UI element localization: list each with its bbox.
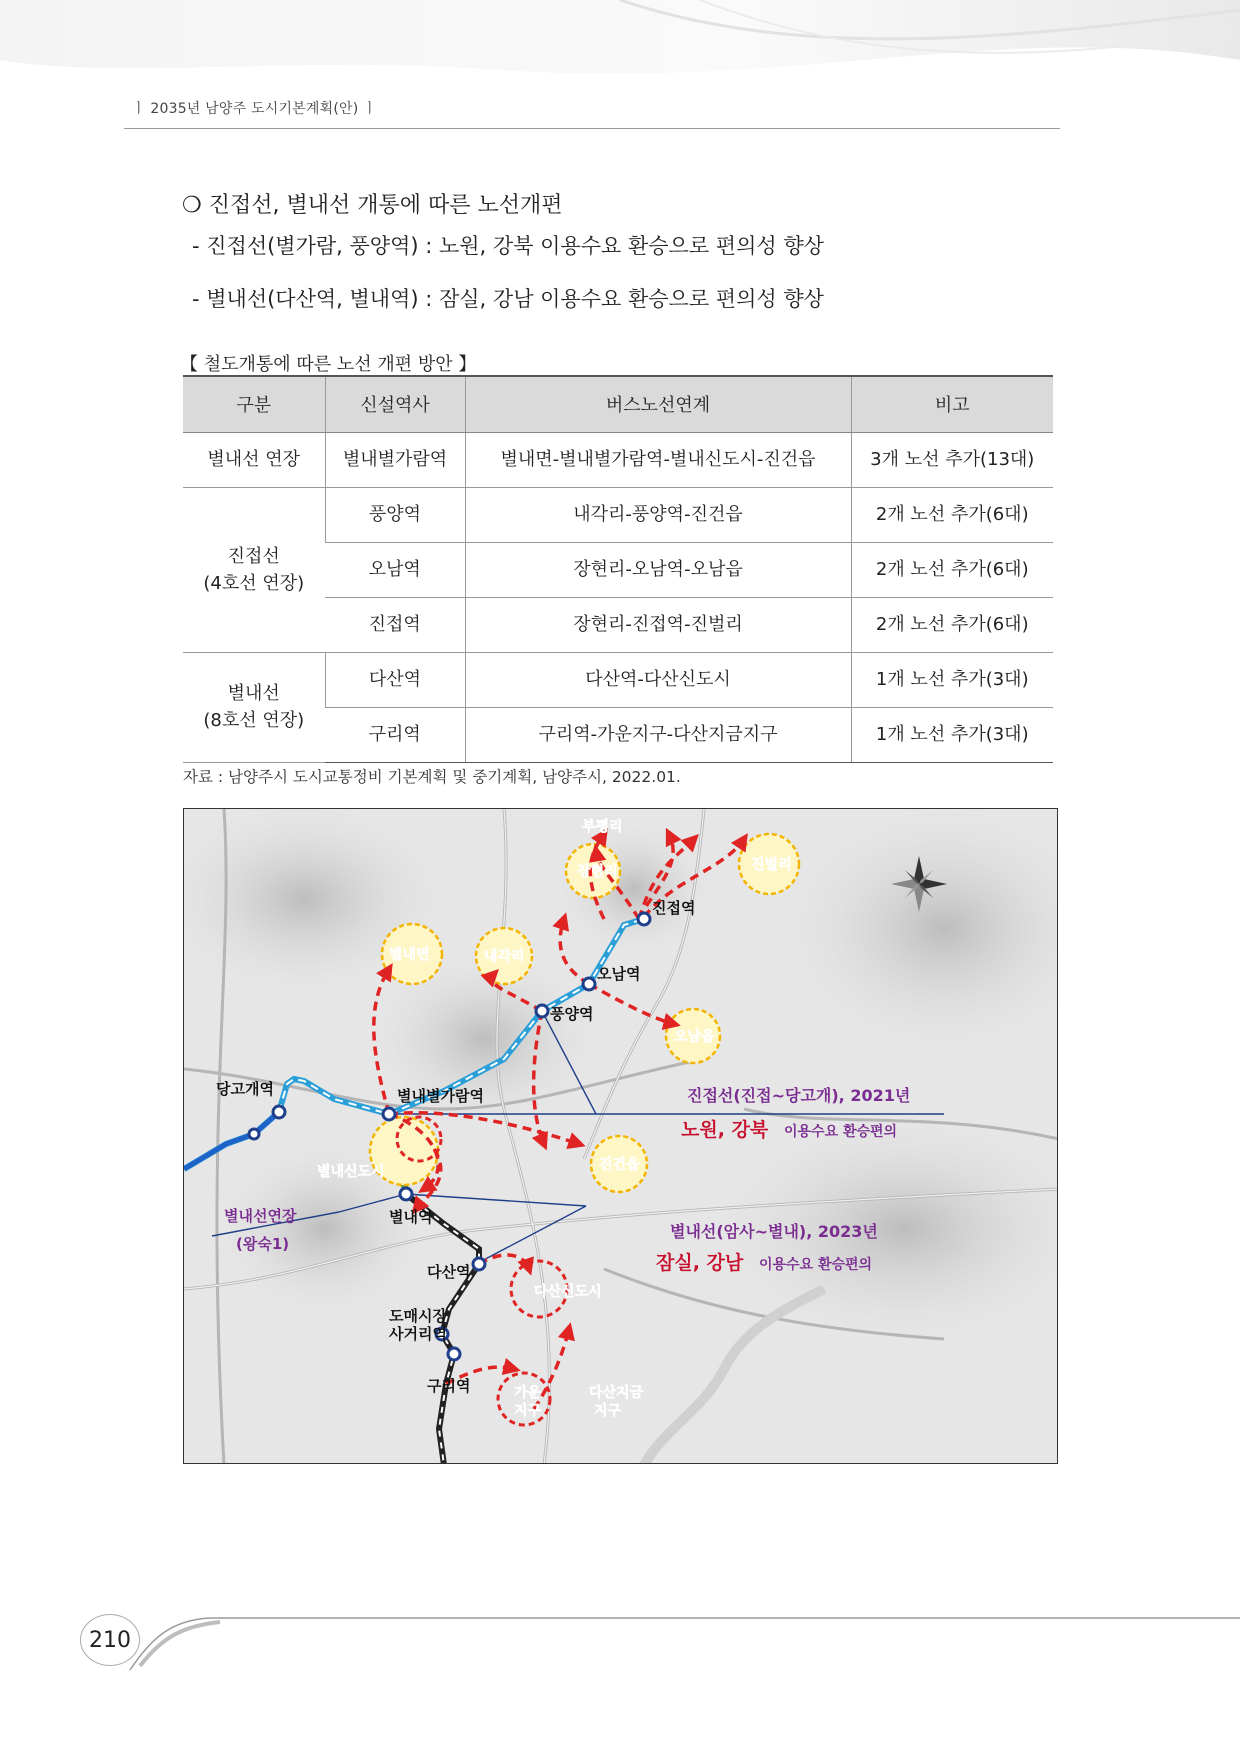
station-dasan: 다산역 xyxy=(427,1263,471,1281)
area-dasan-newtown: 다산신도시 xyxy=(534,1284,602,1300)
header-station: 신설역사 xyxy=(325,376,465,432)
area-jinbeol: 진벌리 xyxy=(751,857,792,873)
station-cell: 다산역 xyxy=(325,652,465,707)
label-extension-1: 별내선연장 xyxy=(224,1207,297,1225)
station-byeolnae: 별내역 xyxy=(389,1208,433,1226)
area-gaun-2: 지구 xyxy=(514,1403,542,1419)
label-byeolnae-line: 별내선(암사~별내), 2023년 xyxy=(670,1222,878,1241)
link-cell: 별내면-별내별가람역-별내신도시-진건읍 xyxy=(465,432,851,487)
area-gaun-1: 가운 xyxy=(514,1385,542,1401)
station-guri: 구리역 xyxy=(427,1377,471,1395)
table-header-row xyxy=(183,376,1053,432)
group-cell: 별내선 연장 xyxy=(183,432,325,487)
note-cell: 1개 노선 추가(3대) xyxy=(851,652,1053,707)
station-cell: 별내별가람역 xyxy=(325,432,465,487)
route-map xyxy=(183,808,1058,1464)
link-cell: 다산역-다산신도시 xyxy=(465,652,851,707)
header-note: 비고 xyxy=(851,376,1053,432)
station-cell: 오남역 xyxy=(325,542,465,597)
source-note: 자료 : 남양주시 도시교통정비 기본계획 및 중기계획, 남양주시, 2022.01. xyxy=(183,768,681,786)
area-onameup: 오남읍 xyxy=(674,1029,715,1045)
station-pungyang: 풍양역 xyxy=(550,1005,594,1023)
label-byeolnae-benefit-2: 이용수요 환승편의 xyxy=(759,1257,873,1273)
link-cell: 장현리-오남역-오남읍 xyxy=(465,542,851,597)
table-row xyxy=(183,652,1053,707)
note-cell: 2개 노선 추가(6대) xyxy=(851,597,1053,652)
section-item-byeolnae: - 별내선(다산역, 별내역) : 잠실, 강남 이용수요 환승으로 편의성 향상 xyxy=(192,287,824,311)
area-byeolnae-newtown: 별내신도시 xyxy=(317,1164,385,1180)
note-cell: 2개 노선 추가(6대) xyxy=(851,487,1053,542)
area-naegak: 내각리 xyxy=(484,949,525,965)
station-onam: 오남역 xyxy=(597,965,641,983)
area-bupyeong: 부평리 xyxy=(582,819,623,835)
station-domae-2: 사거리역 xyxy=(389,1325,447,1343)
route-reorganization-table xyxy=(183,375,1053,763)
header-divider xyxy=(124,128,1060,129)
label-extension-2: (왕숙1) xyxy=(236,1235,290,1253)
area-dasanjigeum-1: 다산지금 xyxy=(589,1385,644,1401)
header-bus-link: 버스노선연계 xyxy=(465,376,851,432)
header-title: ㅣ 2035년 남양주 도시기본계획(안) ㅣ xyxy=(132,101,377,117)
section-item-jinjeop: - 진접선(별가람, 풍양역) : 노원, 강북 이용수요 환승으로 편의성 향상 xyxy=(192,234,824,258)
area-jingeon: 진건읍 xyxy=(599,1157,640,1173)
station-jinjeop: 진접역 xyxy=(652,899,696,917)
station-domae-1: 도매시장 xyxy=(389,1307,447,1325)
link-cell: 장현리-진접역-진벌리 xyxy=(465,597,851,652)
note-cell: 2개 노선 추가(6대) xyxy=(851,542,1053,597)
area-byeolnaemyeon: 별내면 xyxy=(389,947,430,963)
link-cell: 구리역-가운지구-다산지금지구 xyxy=(465,707,851,762)
route-map-svg xyxy=(184,809,1058,1464)
note-cell: 1개 노선 추가(3대) xyxy=(851,707,1053,762)
group-cell: 진접선 (4호선 연장) xyxy=(183,487,325,652)
table-row xyxy=(183,487,1053,542)
station-danggogae: 당고개역 xyxy=(216,1080,274,1098)
section-heading: ❍ 진접선, 별내선 개통에 따른 노선개편 xyxy=(182,193,563,218)
table-row xyxy=(183,432,1053,487)
link-cell: 내각리-풍양역-진건읍 xyxy=(465,487,851,542)
table-caption: 【 철도개통에 따른 노선 개편 방안 】 xyxy=(180,354,477,375)
page-number: 210 xyxy=(80,1614,140,1666)
label-jinjeop-benefit-2: 이용수요 환승편의 xyxy=(784,1124,898,1140)
note-cell: 3개 노선 추가(13대) xyxy=(851,432,1053,487)
group-cell: 별내선 (8호선 연장) xyxy=(183,652,325,762)
station-cell: 풍양역 xyxy=(325,487,465,542)
station-cell: 진접역 xyxy=(325,597,465,652)
station-byeolnae-byeolgaram: 별내별가람역 xyxy=(397,1087,484,1105)
area-jangheon: 장현리 xyxy=(577,864,618,880)
header-category: 구분 xyxy=(183,376,325,432)
station-cell: 구리역 xyxy=(325,707,465,762)
label-byeolnae-benefit-1: 잠실, 강남 xyxy=(656,1252,744,1274)
label-jinjeop-benefit-1: 노원, 강북 xyxy=(681,1119,769,1141)
area-dasanjigeum-2: 지구 xyxy=(594,1403,622,1419)
footer-swoosh xyxy=(0,1600,1240,1680)
label-jinjeop-line: 진접선(진접~당고개), 2021년 xyxy=(687,1086,911,1105)
